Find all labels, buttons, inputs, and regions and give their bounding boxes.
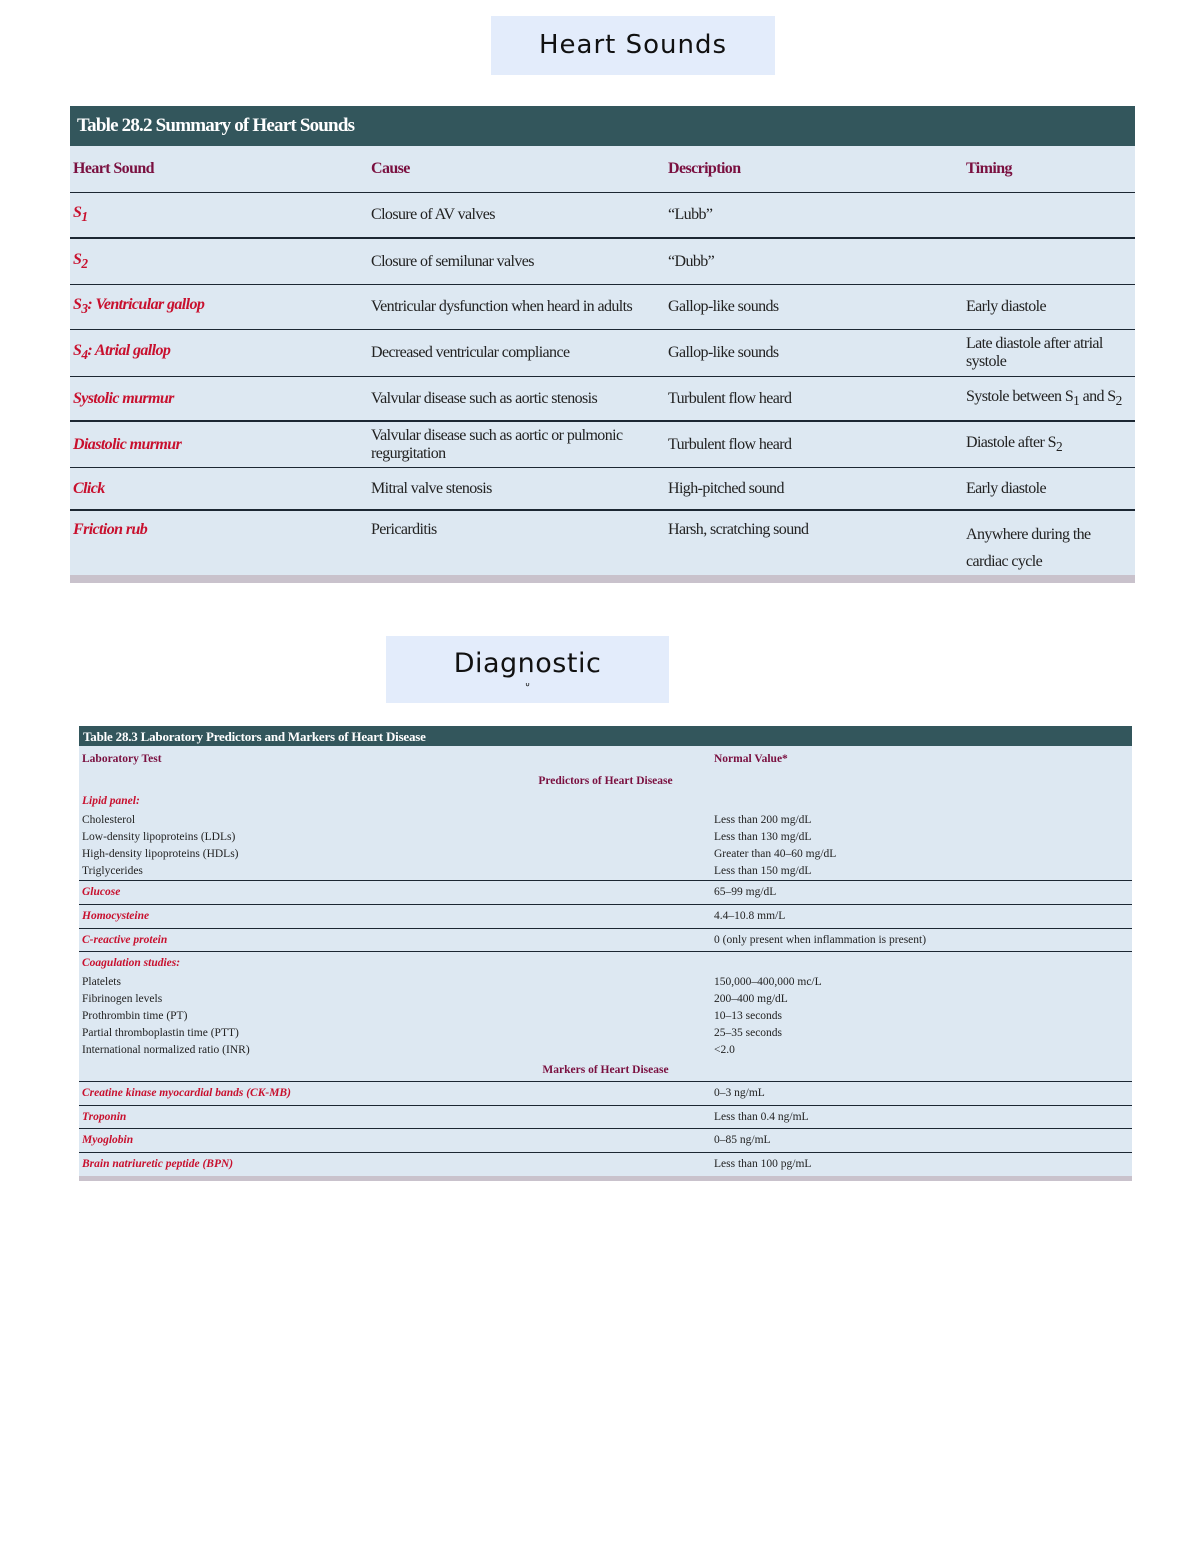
test-name: Troponin: [82, 1111, 127, 1123]
description-cell: “Dubb”: [668, 252, 715, 270]
normal-value: Less than 150 mg/dL: [714, 865, 812, 877]
test-name: C-reactive protein: [82, 934, 168, 946]
description-cell: Turbulent flow heard: [668, 435, 792, 453]
table-row: [79, 1129, 1132, 1153]
diagnostic-heading-cut-text: ᐡ: [525, 680, 530, 694]
description-cell: Turbulent flow heard: [668, 389, 792, 407]
table-title: Table 28.3 Laboratory Predictors and Markers of Heart Disease: [79, 726, 1132, 746]
header-description: Description: [668, 160, 741, 177]
normal-value: Less than 100 pg/mL: [714, 1158, 812, 1170]
table-row: [79, 991, 1132, 1008]
cause-cell: Valvular disease such as aortic stenosis: [371, 389, 598, 407]
timing-cell: Systole between $S_1$ and $S_2$: [966, 387, 1122, 409]
heart-sound-name: Systolic murmur: [73, 389, 174, 407]
normal-value: 25–35 seconds: [714, 1027, 783, 1039]
description-cell: Harsh, scratching sound: [668, 521, 809, 538]
heart-sound-name: $S_3$: Ventricular gallop: [73, 296, 205, 317]
heart-sounds-heading: Heart Sounds: [491, 16, 775, 75]
table-bottom-rule: [70, 575, 1135, 583]
table-row: [70, 239, 1135, 285]
header-cause: Cause: [371, 160, 410, 177]
section-markers: Markers of Heart Disease: [79, 1059, 1132, 1082]
normal-value: Greater than 40–60 mg/dL: [714, 848, 837, 860]
test-name: Myoglobin: [82, 1134, 134, 1146]
table-row: [79, 929, 1132, 952]
header-heart-sound: Heart Sound: [73, 160, 154, 177]
table-row: [70, 330, 1135, 377]
normal-value: 200–400 mg/dL: [714, 993, 788, 1005]
normal-value: 150,000–400,000 mc/L: [714, 976, 822, 988]
table-row: [79, 863, 1132, 881]
table-row: [70, 511, 1135, 575]
table-row: [79, 812, 1132, 829]
table-row: [70, 468, 1135, 511]
test-name: Creatine kinase myocardial bands (CK-MB): [82, 1087, 291, 1099]
heart-sound-name: $S_4$: Atrial gallop: [73, 342, 171, 363]
test-name: Brain natriuretic peptide (BPN): [82, 1158, 234, 1170]
timing-cell: Late diastole after atrial systole: [966, 335, 1103, 370]
heart-sound-name: $S_1$: [73, 204, 88, 225]
coagulation-label-row: [79, 952, 1132, 974]
table-header-row: [79, 746, 1132, 772]
test-name: Glucose: [82, 886, 121, 898]
test-name: International normalized ratio (INR): [82, 1044, 250, 1056]
test-name: High-density lipoproteins (HDLs): [82, 848, 239, 860]
table-row: [79, 1025, 1132, 1042]
normal-value: Less than 130 mg/dL: [714, 831, 812, 843]
lipid-panel-label: Lipid panel:: [82, 795, 140, 807]
header-normal-value: Normal Value*: [714, 753, 788, 765]
cause-cell: Closure of semilunar valves: [371, 252, 534, 270]
test-name: Fibrinogen levels: [82, 993, 163, 1005]
header-timing: Timing: [966, 160, 1012, 177]
table-row: [79, 905, 1132, 929]
heart-sound-name: Click: [73, 479, 105, 497]
test-name: Prothrombin time (PT): [82, 1010, 188, 1022]
table-row: [79, 1008, 1132, 1025]
cause-cell: Closure of AV valves: [371, 206, 495, 223]
timing-cell: Diastole after $S_2$: [966, 433, 1063, 455]
cause-cell: Pericarditis: [371, 521, 437, 538]
table-row: [70, 285, 1135, 330]
section-predictors: Predictors of Heart Disease: [538, 775, 673, 787]
table-header-row: [70, 146, 1135, 193]
table-row: [70, 193, 1135, 239]
test-name: Platelets: [82, 976, 121, 988]
table-row: [79, 1042, 1132, 1059]
description-cell: High-pitched sound: [668, 479, 784, 497]
lab-markers-table: [79, 726, 1132, 1181]
table-row: [79, 881, 1132, 905]
cause-cell: Valvular disease such as aortic or pulmonic regurgitation: [371, 426, 623, 462]
test-name: Partial thromboplastin time (PTT): [82, 1027, 239, 1039]
diagnostic-heading-text: Diagnostic: [453, 648, 602, 679]
coagulation-label: Coagulation studies:: [82, 957, 181, 969]
cause-cell: Ventricular dysfunction when heard in adults: [371, 298, 633, 315]
heart-sounds-table: [70, 106, 1135, 583]
table-row: [79, 974, 1132, 991]
table-title: Table 28.2 Summary of Heart Sounds: [70, 106, 1135, 146]
test-name: Homocysteine: [82, 910, 150, 922]
table-bottom-rule: [79, 1176, 1132, 1181]
heart-sound-name: Diastolic murmur: [73, 435, 182, 453]
table-row: [79, 846, 1132, 863]
header-laboratory-test: Laboratory Test: [82, 753, 162, 765]
normal-value: <2.0: [714, 1044, 735, 1056]
table-row: [79, 1106, 1132, 1129]
normal-value: 65–99 mg/dL: [714, 886, 777, 898]
table-row: [79, 1082, 1132, 1106]
description-cell: “Lubb”: [668, 206, 713, 223]
table-row: [79, 1153, 1132, 1176]
normal-value: 0–3 ng/mL: [714, 1087, 765, 1099]
diagnostic-heading: [386, 636, 669, 703]
cause-cell: Decreased ventricular compliance: [371, 344, 570, 361]
normal-value: 0–85 ng/mL: [714, 1134, 771, 1146]
lipid-panel-label-row: [79, 790, 1132, 812]
table-row: [79, 829, 1132, 846]
test-name: Low-density lipoproteins (LDLs): [82, 831, 236, 843]
timing-cell: Early diastole: [966, 479, 1047, 497]
description-cell: Gallop-like sounds: [668, 298, 779, 315]
test-name: Triglycerides: [82, 865, 143, 877]
normal-value: Less than 0.4 ng/mL: [714, 1111, 809, 1123]
table-row: [70, 377, 1135, 422]
timing-cell: Early diastole: [966, 298, 1047, 315]
heart-sound-name: Friction rub: [73, 521, 148, 538]
description-cell: Gallop-like sounds: [668, 344, 779, 361]
normal-value: Less than 200 mg/dL: [714, 814, 812, 826]
normal-value: 0 (only present when inflammation is present): [714, 934, 927, 946]
cause-cell: Mitral valve stenosis: [371, 479, 492, 497]
test-name: Cholesterol: [82, 814, 136, 826]
normal-value: 4.4–10.8 mm/L: [714, 910, 786, 922]
table-row: [70, 422, 1135, 468]
timing-cell: Anywhere during the cardiac cycle: [966, 526, 1091, 570]
heart-sound-name: $S_2$: [73, 250, 88, 272]
normal-value: 10–13 seconds: [714, 1010, 783, 1022]
